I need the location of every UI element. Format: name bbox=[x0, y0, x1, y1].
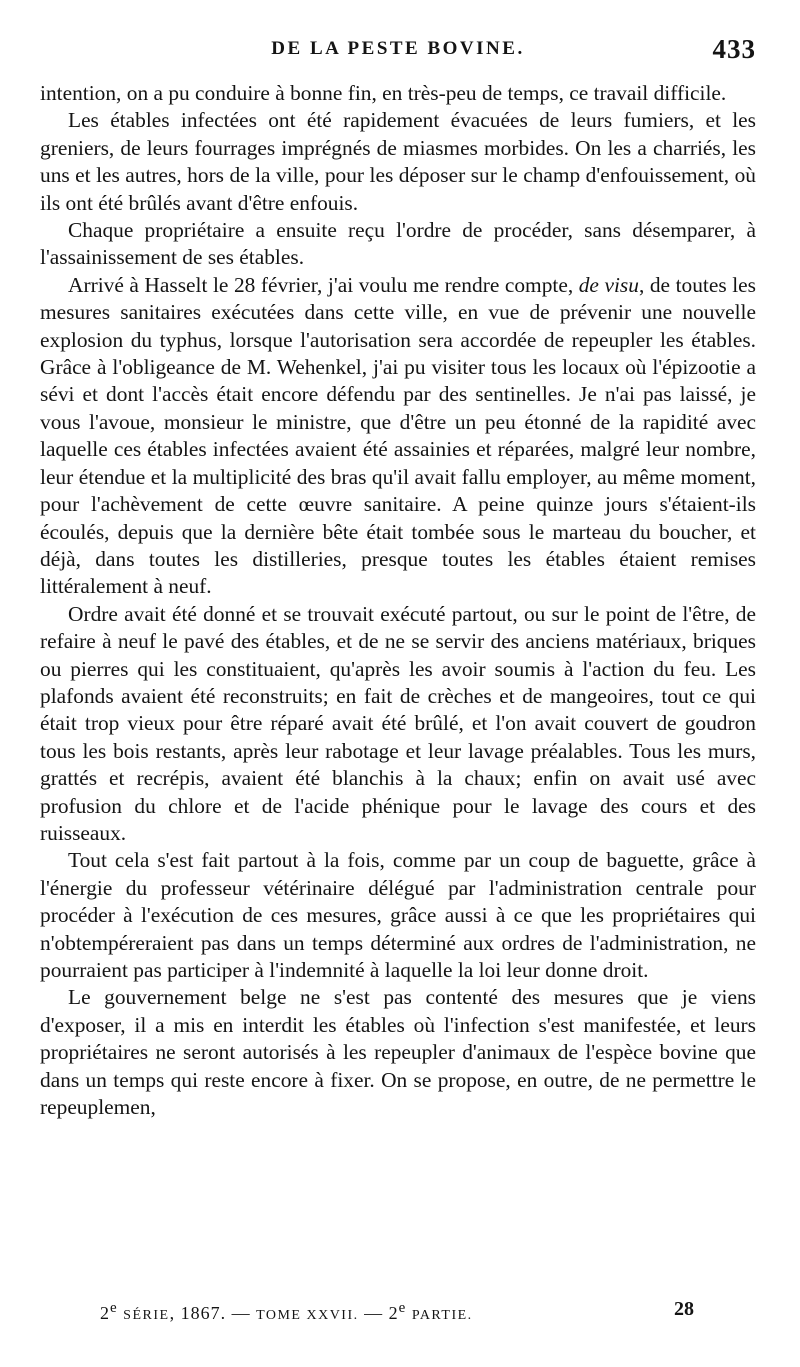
running-head bbox=[40, 34, 756, 68]
paragraph-hasselt-text-before: Arrivé à Hasselt le 28 février, j'ai voulu me rendre compte, bbox=[68, 272, 579, 297]
paragraph-government-measures: Le gouvernement belge ne s'est pas contenté des mesures que je viens d'exposer, il a mis en interdit les étables où l'infection s'est manifestée, et leurs propriétaires ne seront autorisés à les repeupler d'animaux de l'espèce bovine que dans un temps qui reste encore à fixer. On se propose, en outre, de ne permettre le repeuplemen, bbox=[40, 985, 756, 1120]
series-word: SÉRIE bbox=[123, 1308, 170, 1323]
paragraph-hasselt-visit bbox=[40, 272, 756, 601]
paragraph-hasselt-text-after: , de toutes les mesures sanitaires exécutées dans cette ville, en vue de prévenir une nouvelle explosion du typhus, lorsque l'autorisation sera accordée de repeupler les étables. Grâce à l'obligeance de M. Wehenkel, j'ai pu visiter tous les locaux où l'épizootie a sévi et dont l'accès était encore défendu par des sentinelles. Je n'ai pas laissé, je vous l'avoue, monsieur le ministre, que d'être un peu étonné de la rapidité avec laquelle ces étables infectées avaient été assainies et réparées, malgré leur nombre, leur étendue et la multiplicité des bras qu'il avait fallu employer, au même moment, pour l'achèvement de cette œuvre sanitaire. A peine quinze jours s'étaient-ils écoulés, depuis que la dernière bête était tombée sous le marteau du boucher, et déjà, dans toutes les distilleries, presque toutes les étables étaient remises littéralement à neuf. bbox=[40, 272, 756, 599]
body-text bbox=[40, 80, 756, 1121]
signature-mark: 28 bbox=[674, 1298, 694, 1320]
part-number: 2 bbox=[388, 1303, 399, 1323]
part-word: PARTIE. bbox=[411, 1308, 473, 1323]
paragraph-repairs: Ordre avait été donné et se trouvait exécuté partout, ou sur le point de l'être, de refaire à neuf le pavé des étables, et de ne se servir des anciens matériaux, briques ou pierres qui les constituaient, qu'après les avoir soumis à l'action du feu. Les plafonds avaient été reconstruits; en fait de crèches et de mangeoires, tout ce qui était trop vieux pour être réparé avait été brûlé, et l'on avait couvert de goudron tous les bois restants, après leur rabotage et leur lavage préalables. Tous les murs, grattés et recrépis, avaient été blanchis à la chaux; enfin on avait usé avec profusion du chlore et de l'acide phénique pour le lavage des cours et des ruisseaux. bbox=[40, 601, 756, 845]
paragraph-all-at-once: Tout cela s'est fait partout à la fois, comme par un coup de baguette, grâce à l'énergie du professeur vétérinaire délégué par l'administration centrale pour procéder à l'exécution de ces mesures, grâce aussi à ce que les propriétaires qui n'obtempéreraient pas dans un temps déterminé aux ordres de l'administration, ne pourraient pas participer à l'indemnité à laquelle la loi leur donne droit. bbox=[40, 848, 756, 982]
running-title: DE LA PESTE BOVINE. bbox=[271, 38, 525, 59]
series-superscript: e bbox=[110, 1300, 118, 1316]
series-line bbox=[100, 1300, 473, 1324]
series-year: , 1867. bbox=[169, 1303, 227, 1323]
tome-label: TOME XXVII. bbox=[256, 1308, 359, 1323]
page-number: 433 bbox=[712, 34, 756, 64]
paragraph-owners-order: Chaque propriétaire a ensuite reçu l'ordre de procéder, sans désemparer, à l'assainissement de ses étables. bbox=[40, 218, 756, 270]
paragraph-continuation: intention, on a pu conduire à bonne fin, en très-peu de temps, ce travail difficile. bbox=[40, 81, 727, 105]
italic-de-visu: de visu bbox=[578, 272, 639, 297]
series-dash-2: — bbox=[364, 1303, 384, 1323]
page-footer bbox=[100, 1298, 700, 1330]
part-superscript: e bbox=[398, 1300, 407, 1316]
series-number: 2 bbox=[100, 1303, 110, 1323]
paragraph-evacuation: Les étables infectées ont été rapidement évacuées de leurs fumiers, et les greniers, de leurs fourrages imprégnés de miasmes morbides. On les a charriés, les uns et les autres, hors de la ville, pour les déposer sur le champ d'enfouissement, où ils ont été brûlés avant d'être enfouis. bbox=[40, 108, 756, 215]
series-dash-1: — bbox=[231, 1303, 251, 1323]
